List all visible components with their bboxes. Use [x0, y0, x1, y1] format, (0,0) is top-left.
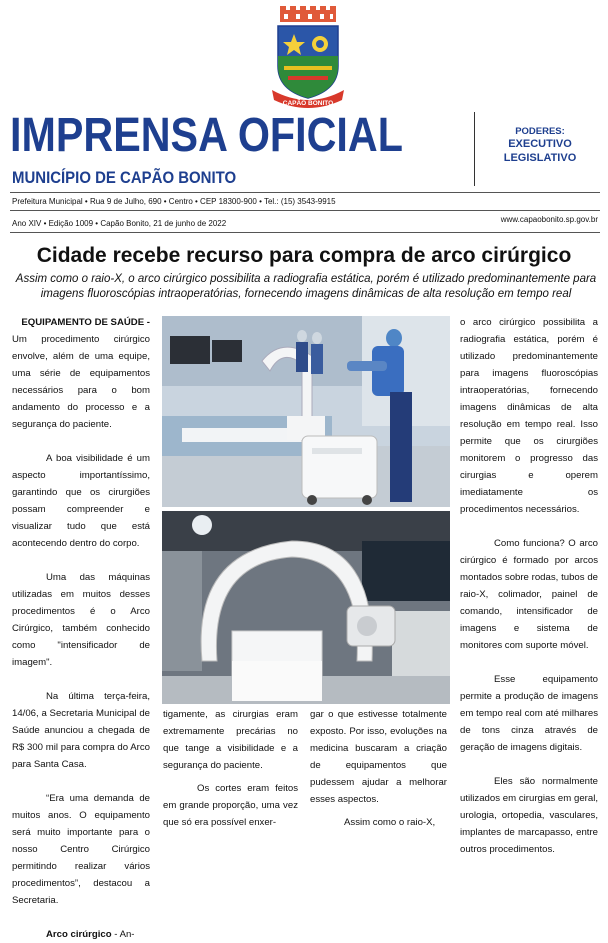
publication-title: IMPRENSA OFICIAL	[10, 109, 403, 162]
paragraph: “Era uma demanda de muitos anos. O equipamento será muito importante para o nosso Centro Cirúrgico permitindo realizar vários procedimentos”, destacou a Secretaria.	[12, 793, 150, 906]
article-column-3	[310, 706, 447, 831]
paragraph: gar o que estivesse totalmente exposto. Por isso, evoluções na medicina buscaram a criação de equipamentos que pudessem ajudar a melhorar esses aspectos.	[310, 709, 447, 805]
subheading: Arco cirúrgico	[46, 929, 112, 940]
article-headline: Cidade recebe recurso para compra de arco cirúrgico	[36, 244, 572, 267]
crest-ribbon-text: CAPÃO BONITO	[282, 100, 334, 107]
paragraph: Esse equipamento permite a produção de imagens em tempo real com até milhares de tons cinza através de geração de imagens digitais.	[460, 674, 598, 753]
paragraph: tigamente, as cirurgias eram extremamente precárias no que tange a visibilidade e a segurança do paciente.	[163, 709, 298, 771]
paragraph: Arco cirúrgico - An-	[46, 929, 135, 940]
paragraph: Como funciona? O arco cirúrgico é formado por arcos montados sobre rodas, tubos de raio-X, colimador, painel de comando, intensificador de imagens e sistema de monitores com suporte móvel.	[460, 538, 598, 651]
website-link[interactable]: www.capaobonito.sp.gov.br	[500, 215, 598, 224]
lead-kicker: EQUIPAMENTO DE SAÚDE -	[21, 317, 150, 328]
powers-box	[490, 126, 590, 165]
header-rule-top	[10, 192, 600, 193]
article-column-1	[12, 314, 150, 943]
masthead-divider	[474, 112, 475, 186]
address-line: Prefeitura Municipal • Rua 9 de Julho, 690 • Centro • CEP 18300-900 • Tel.: (15) 3543-9915	[12, 197, 336, 206]
power-legislative: LEGISLATIVO	[503, 152, 577, 164]
article-deck: Assim como o raio-X, o arco cirúrgico possibilita a radiografia estática, porém é utilizado predominantemente para imagens fluoroscópias intraoperatórias, fornecendo imagens dinâmicas de alta resolução em tempo real	[15, 273, 597, 300]
article-column-2	[163, 706, 298, 831]
surgery-photo-1	[162, 316, 450, 507]
paragraph: Na última terça-feira, 14/06, a Secretaria Municipal de Saúde anunciou a chegada de R$ 300 mil para compra do Arco para Santa Casa.	[12, 691, 150, 770]
paragraph: Assim como o raio-X,	[344, 817, 436, 828]
paragraph: Os cortes eram feitos em grande proporção, uma vez que só era possível enxer-	[163, 783, 298, 828]
paragraph: Uma das máquinas utilizadas em muitos desses procedimentos é o Arco Cirúrgico, também conhecido como "intensificador de imagem".	[12, 572, 150, 668]
article-column-4	[460, 314, 598, 858]
power-executive: EXECUTIVO	[508, 138, 572, 150]
powers-label: PODERES:	[515, 126, 565, 137]
header-rule-mid	[10, 210, 600, 211]
paragraph: A boa visibilidade é um aspecto importantíssimo, garantindo que os cirurgiões possam compreender e visualizar tudo que está acontecendo dentro do corpo.	[12, 453, 150, 549]
header-rule-bottom	[10, 232, 600, 233]
surgery-photo-2	[162, 511, 450, 704]
paragraph-text: Um procedimento cirúrgico envolve, além de uma equipe, uma série de equipamentos necessários para o bom andamento do processo e a segurança do paciente.	[12, 334, 150, 430]
paragraph: o arco cirúrgico possibilita a radiografia estática, porém é utilizado predominantemente para imagens fluoroscópias intraoperatórias, fornecendo imagens dinâmicas de alta resolução em tempo real. Isso permite que os cirurgiões monitorem o progresso das cirurgias e operem imediatamente os procedimentos necessários.	[460, 317, 598, 515]
edition-line: Ano XIV • Edição 1009 • Capão Bonito, 21 de junho de 2022	[12, 219, 227, 228]
city-crest-icon	[270, 6, 346, 110]
publication-subtitle: MUNICÍPIO DE CAPÃO BONITO	[12, 168, 237, 187]
paragraph	[12, 314, 150, 433]
paragraph: Eles são normalmente utilizados em cirurgias em geral, urologia, ortopedia, vasculares, implantes de marcapasso, entre outros procedimentos.	[460, 776, 598, 855]
masthead	[10, 109, 467, 187]
